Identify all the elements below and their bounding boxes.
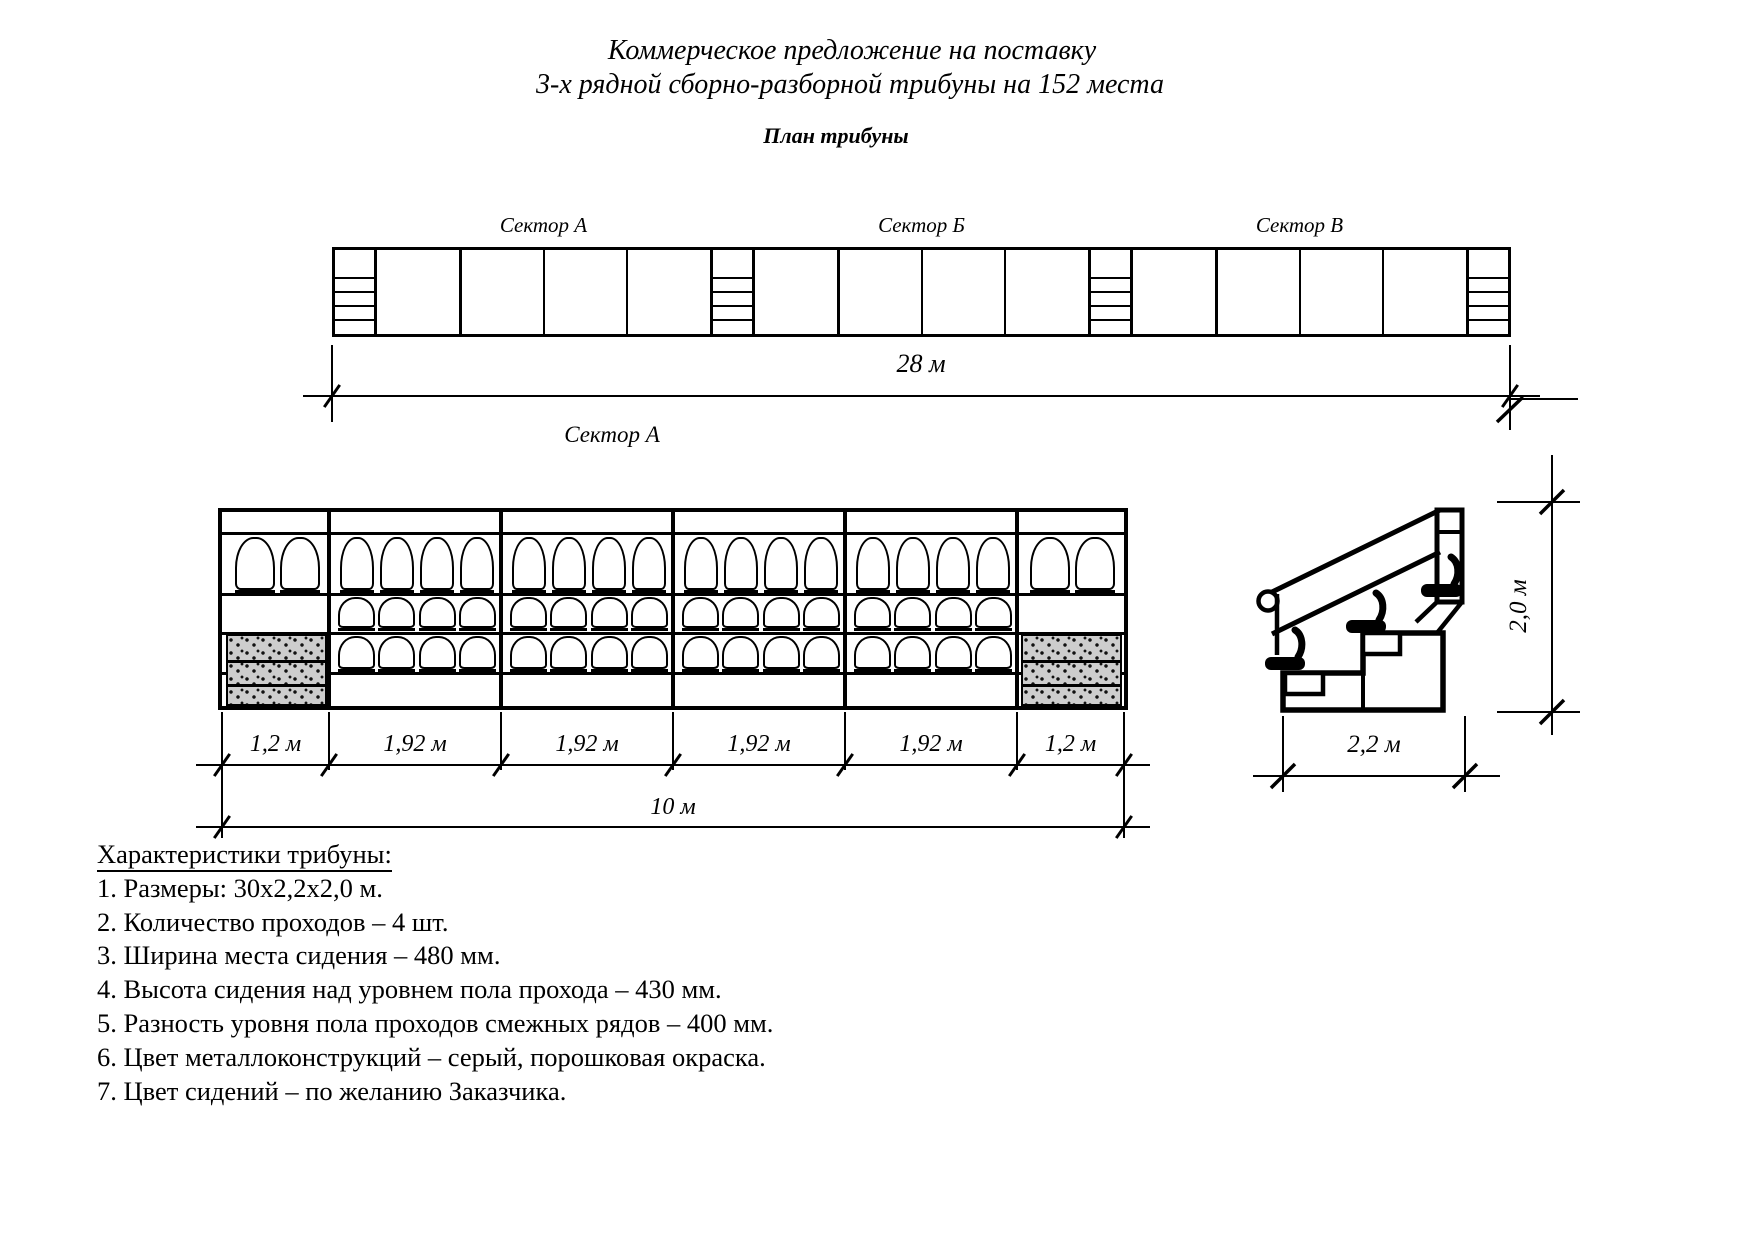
seat-icon	[420, 537, 454, 590]
seat-icon	[803, 636, 840, 669]
detail-frame-bottom	[218, 706, 1128, 710]
passage-step-line	[335, 277, 374, 279]
seat-profile-icon	[1265, 630, 1305, 670]
seat-icon	[684, 537, 718, 590]
passage-step-line	[1091, 277, 1130, 279]
passage-wall	[1508, 247, 1511, 337]
section-divider	[671, 510, 675, 708]
section-dimension-label: 1,92 м	[899, 731, 963, 757]
plan-sector-label: Сектор Б	[878, 213, 965, 237]
module-divider	[626, 247, 629, 337]
detail-frame-top	[218, 508, 1128, 512]
stair-hatch-step-line	[1023, 684, 1120, 687]
seat-icon	[803, 597, 840, 628]
seat-icon	[550, 597, 587, 628]
passage-step-line	[713, 291, 752, 293]
seat-icon	[936, 537, 970, 590]
seat-icon	[591, 597, 628, 628]
seat-icon	[854, 597, 891, 628]
section-dimension-label: 1,92 м	[383, 731, 447, 757]
section-divider	[327, 510, 331, 708]
section-dimension-label: 1,92 м	[555, 731, 619, 757]
passage-step-line	[1469, 305, 1508, 307]
seat-icon	[338, 597, 375, 628]
seat-icon	[419, 636, 456, 669]
seat-icon	[763, 636, 800, 669]
seat-icon	[804, 537, 838, 590]
height-dimension-label: 2,0 м	[1505, 579, 1532, 633]
seat-icon	[631, 636, 668, 669]
seat-icon	[459, 636, 496, 669]
seat-profile-icon	[1346, 593, 1386, 633]
plan-subtitle: План трибуны	[763, 123, 909, 148]
page-title-line1: Коммерческое предложение на поставку	[607, 35, 1097, 66]
module-divider	[543, 247, 546, 337]
page-title-line2: 3-х рядной сборно-разборной трибуны на 152 места	[536, 69, 1164, 100]
step-tread	[1363, 633, 1400, 654]
stair-hatch-step-line	[1023, 660, 1120, 663]
seat-icon	[550, 636, 587, 669]
seat-icon	[510, 636, 547, 669]
seat-icon	[1030, 537, 1070, 590]
seat-icon	[632, 537, 666, 590]
characteristics-heading-text: Характеристики трибуны:	[97, 839, 392, 872]
passage-step-line	[1469, 291, 1508, 293]
back-column-strut	[1416, 602, 1462, 633]
section-divider	[1015, 510, 1019, 708]
seat-icon	[378, 597, 415, 628]
passage-step-line	[335, 291, 374, 293]
module-divider	[837, 247, 840, 337]
passage-step-line	[335, 305, 374, 307]
detail-frame-left	[218, 508, 222, 710]
seat-icon	[280, 537, 320, 590]
seat-icon	[722, 636, 759, 669]
passage-step-line	[1469, 277, 1508, 279]
characteristics-block	[97, 838, 773, 1108]
seat-icon	[935, 597, 972, 628]
seat-icon	[459, 597, 496, 628]
characteristics-item: 2. Количество проходов – 4 шт.	[97, 906, 449, 937]
seat-icon	[631, 597, 668, 628]
seat-icon	[552, 537, 586, 590]
characteristics-item: 1. Размеры: 30х2,2х2,0 м.	[97, 872, 383, 903]
seat-icon	[1075, 537, 1115, 590]
seat-icon	[592, 537, 626, 590]
characteristics-item: 6. Цвет металлоконструкций – серый, порошковая окраска.	[97, 1041, 766, 1072]
seat-icon	[856, 537, 890, 590]
detail-view-title: Сектор А	[564, 422, 660, 447]
seat-icon	[975, 636, 1012, 669]
seat-icon	[510, 597, 547, 628]
module-divider	[459, 247, 462, 337]
seat-icon	[935, 636, 972, 669]
plan-sector-label: Сектор А	[499, 213, 588, 237]
seat-icon	[235, 537, 275, 590]
depth-dimension-label: 2,2 м	[1347, 731, 1401, 758]
passage-step-line	[1091, 291, 1130, 293]
characteristics-item: 3. Ширина места сидения – 480 мм.	[97, 940, 501, 971]
seat-icon	[763, 597, 800, 628]
seat-icon	[419, 597, 456, 628]
seat-icon	[380, 537, 414, 590]
seat-icon	[764, 537, 798, 590]
module-divider	[1004, 247, 1007, 337]
seat-icon	[894, 636, 931, 669]
section-dimension-label: 1,92 м	[727, 731, 791, 757]
section-divider	[843, 510, 847, 708]
passage-step-line	[713, 305, 752, 307]
seat-icon	[976, 537, 1010, 590]
seat-icon	[340, 537, 374, 590]
passage-step-line	[713, 277, 752, 279]
characteristics-heading	[97, 838, 773, 872]
detail-total-dimension-label: 10 м	[650, 794, 696, 820]
stair-hatch-step-line	[228, 684, 325, 687]
stair-hatch-block	[226, 634, 327, 706]
passage-wall	[752, 247, 755, 337]
seat-icon	[682, 597, 719, 628]
module-divider	[921, 247, 924, 337]
passage-step-line	[335, 319, 374, 321]
characteristics-item: 4. Высота сидения над уровнем пола прохода – 430 мм.	[97, 974, 722, 1005]
seat-icon	[722, 597, 759, 628]
dimension-extension	[331, 345, 333, 422]
passage-wall	[374, 247, 377, 337]
passage-step-line	[713, 319, 752, 321]
seat-icon	[591, 636, 628, 669]
module-divider	[1215, 247, 1218, 337]
seat-icon	[724, 537, 758, 590]
dimension-line	[196, 826, 1150, 828]
section-dimension-label: 1,2 м	[249, 731, 302, 757]
seat-icon	[896, 537, 930, 590]
detail-frame-right	[1124, 508, 1128, 710]
passage-step-line	[1091, 305, 1130, 307]
handrail-loop-end	[1259, 592, 1278, 611]
step-tread	[1285, 673, 1323, 694]
module-divider	[1382, 247, 1385, 337]
section-divider	[499, 510, 503, 708]
passage-step-line	[1469, 319, 1508, 321]
handrail	[1272, 510, 1440, 634]
module-divider	[1299, 247, 1302, 337]
seat-icon	[512, 537, 546, 590]
side-view	[1245, 388, 1590, 800]
seat-icon	[338, 636, 375, 669]
stair-hatch-step-line	[228, 660, 325, 663]
characteristics-item: 5. Разность уровня пола проходов смежных рядов – 400 мм.	[97, 1007, 774, 1038]
seat-icon	[975, 597, 1012, 628]
seat-icon	[378, 636, 415, 669]
passage-step-line	[1091, 319, 1130, 321]
plan-total-dimension-label: 28 м	[896, 349, 946, 378]
seat-icon	[854, 636, 891, 669]
passage-wall	[1130, 247, 1133, 337]
seat-icon	[682, 636, 719, 669]
plan-sector-label: Сектор В	[1255, 213, 1344, 237]
seat-icon	[460, 537, 494, 590]
seat-icon	[894, 597, 931, 628]
stair-hatch-block	[1021, 634, 1122, 706]
section-dimension-label: 1,2 м	[1044, 731, 1097, 757]
characteristics-item: 7. Цвет сидений – по желанию Заказчика.	[97, 1075, 567, 1106]
